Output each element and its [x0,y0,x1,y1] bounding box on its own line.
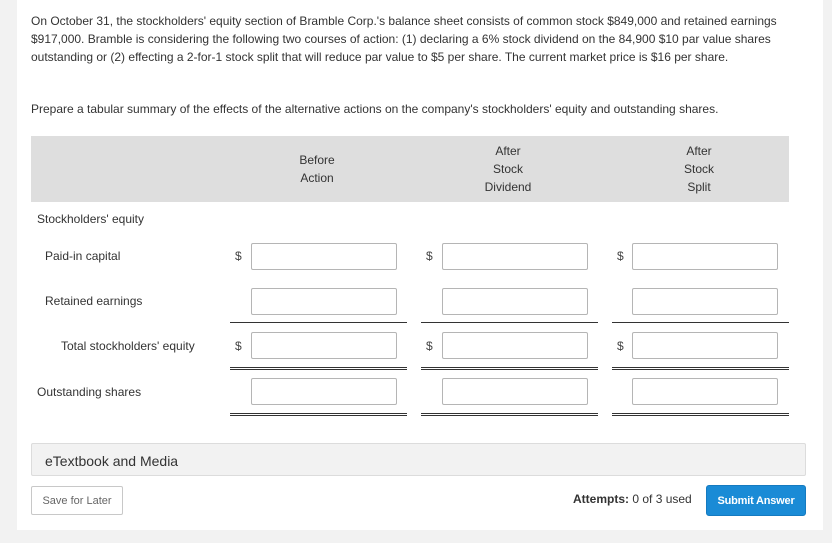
dollar-sign: $ [426,249,433,263]
header-after-stock-dividend [435,136,581,202]
paid-in-capital-split-input[interactable] [632,243,778,270]
submit-answer-button[interactable]: Submit Answer [706,485,806,516]
header-line: Split [687,180,711,194]
header-line: Dividend [484,180,532,194]
shares-double-rule [421,413,598,416]
header-before-action [244,136,390,202]
header-after-stock-split [626,136,772,202]
header-line: After [495,144,521,158]
shares-double-rule [612,413,789,416]
row-label-total-stockholders-equity: Total stockholders' equity [61,339,195,353]
paid-in-capital-dividend-input[interactable] [442,243,588,270]
row-label-paid-in-capital: Paid-in capital [45,249,121,263]
retained-earnings-split-input[interactable] [632,288,778,315]
dollar-sign: $ [426,339,433,353]
total-double-rule [421,367,598,370]
retained-earnings-dividend-input[interactable] [442,288,588,315]
dollar-sign: $ [617,249,624,263]
dollar-sign: $ [617,339,624,353]
save-for-later-button[interactable]: Save for Later [31,486,123,515]
problem-statement: On October 31, the stockholders' equity section of Bramble Corp.'s balance sheet consists of common stock $849,000 and retained earnings $917,000. Bramble is considering the following two courses of action: (1) declaring a 6% stock dividend on the 84,900 $10 par value shares outstanding or (2) effecting a 2-for-1 stock split that will reduce par value to $5 per share. The current market price is $16 per share. [31,14,777,64]
header-line: Stock [492,162,523,176]
shares-double-rule [230,413,407,416]
total-equity-before-input[interactable] [251,332,397,359]
subtotal-rule [612,322,789,323]
header-line: Stock [683,162,714,176]
dollar-sign: $ [235,249,242,263]
total-equity-dividend-input[interactable] [442,332,588,359]
attempts-value: 0 of 3 used [632,492,692,506]
outstanding-shares-before-input[interactable] [251,378,397,405]
total-double-rule [612,367,789,370]
total-double-rule [230,367,407,370]
etextbook-media-link[interactable]: eTextbook and Media [31,443,806,476]
paid-in-capital-before-input[interactable] [251,243,397,270]
table-header [31,136,789,202]
total-equity-split-input[interactable] [632,332,778,359]
attempts-label: Attempts: [573,492,629,506]
section-label-stockholders-equity: Stockholders' equity [37,212,145,226]
subtotal-rule [230,322,407,323]
instruction-text: Prepare a tabular summary of the effects of the alternative actions on the company's stockholders' equity and outstanding shares. [31,102,719,116]
row-label-outstanding-shares: Outstanding shares [37,385,142,399]
header-line: Action [300,171,334,185]
retained-earnings-before-input[interactable] [251,288,397,315]
subtotal-rule [421,322,598,323]
header-line: Before [299,153,335,167]
attempts-counter [573,492,692,506]
dollar-sign: $ [235,339,242,353]
outstanding-shares-split-input[interactable] [632,378,778,405]
outstanding-shares-dividend-input[interactable] [442,378,588,405]
header-line: After [686,144,712,158]
row-label-retained-earnings: Retained earnings [45,294,143,308]
